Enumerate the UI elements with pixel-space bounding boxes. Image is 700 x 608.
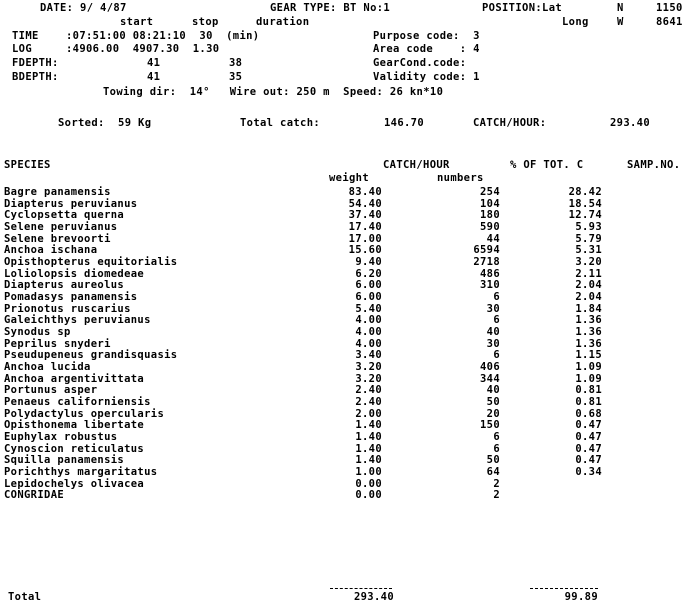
species-pct: 0.47 [575,443,602,455]
species-numbers: 64 [486,466,500,478]
species-pct: 1.15 [575,349,602,361]
species-weight: 54.40 [348,198,382,210]
species-numbers: 6 [493,443,500,455]
species-pct: 1.09 [575,373,602,385]
bdepth-start: 41 [147,71,161,83]
species-name: Synodus sp [4,326,71,338]
species-weight: 6.00 [355,279,382,291]
species-weight: 4.00 [355,314,382,326]
long-label: Long [562,16,589,28]
species-numbers: 406 [479,361,500,373]
species-weight: 4.00 [355,326,382,338]
bdepth-stop: 35 [229,71,243,83]
species-name: CONGRIDAE [4,489,65,501]
species-numbers: 6 [493,431,500,443]
species-name: Opisthonema libertate [4,419,145,431]
species-numbers: 590 [479,221,500,233]
species-weight: 17.00 [348,233,382,245]
fdepth-start: 41 [147,57,161,69]
species-pct: 1.09 [575,361,602,373]
species-numbers: 6 [493,291,500,303]
species-weight: 15.60 [348,244,382,256]
species-pct: 2.04 [575,279,602,291]
species-pct: 0.81 [575,396,602,408]
species-weight: 6.20 [355,268,382,280]
species-weight: 83.40 [348,186,382,198]
species-weight: 3.20 [355,361,382,373]
species-name: Loliolopsis diomedeae [4,268,145,280]
species-pct: 0.47 [575,454,602,466]
species-weight: 1.40 [355,431,382,443]
species-name: Anchoa lucida [4,361,91,373]
species-numbers: 40 [486,384,500,396]
time-label: TIME [12,30,39,42]
species-name: Opisthopterus equitorialis [4,256,178,268]
validity-code: Validity code: 1 [373,71,480,83]
total-weight: 293.40 [353,591,394,603]
species-weight: 2.40 [355,384,382,396]
position-label: POSITION:Lat [482,2,563,14]
towing-info: Towing dir: 14° Wire out: 250 m Speed: 26 kn*10 [103,86,444,98]
total-label: Total [8,591,42,603]
species-numbers: 310 [479,279,500,291]
species-name: Diapterus aureolus [4,279,125,291]
species-name: Selene peruvianus [4,221,118,233]
catch-hour-label: CATCH/HOUR: [473,117,547,129]
fdepth-label: FDEPTH: [12,57,59,69]
species-pct: 1.36 [575,326,602,338]
species-name: Bagre panamensis [4,186,111,198]
species-weight: 3.20 [355,373,382,385]
species-pct: 0.81 [575,384,602,396]
samp-no-header: SAMP.NO. [627,159,681,171]
time-values: :07:51:00 08:21:10 30 (min) [66,30,260,42]
species-numbers: 50 [486,454,500,466]
date: DATE: 9/ 4/87 [40,2,127,14]
gearcond-code: GearCond.code: [373,57,467,69]
species-numbers: 30 [486,338,500,350]
species-pct: 0.47 [575,419,602,431]
species-pct: 0.47 [575,431,602,443]
species-name: Euphylax robustus [4,431,118,443]
col-start: start [120,16,154,28]
species-weight: 9.40 [355,256,382,268]
species-numbers: 180 [479,209,500,221]
pct-total-rule [530,588,598,589]
fdepth-stop: 38 [229,57,243,69]
catch-hour-value: 293.40 [610,117,651,129]
long-direction: W [617,16,624,28]
species-name: Portunus asper [4,384,98,396]
species-pct: 5.79 [575,233,602,245]
species-weight: 1.40 [355,454,382,466]
catch-hour-header: CATCH/HOUR [383,159,450,171]
total-catch-value: 146.70 [384,117,425,129]
species-numbers: 2 [493,478,500,490]
species-pct: 0.68 [575,408,602,420]
lat-value: 1150 [656,2,683,14]
species-numbers: 40 [486,326,500,338]
species-name: Pomadasys panamensis [4,291,138,303]
species-numbers: 104 [479,198,500,210]
species-weight: 17.40 [348,221,382,233]
species-weight: 2.40 [355,396,382,408]
species-numbers: 344 [479,373,500,385]
species-pct: 3.20 [575,256,602,268]
species-name: Galeichthys peruvianus [4,314,151,326]
species-pct: 0.34 [575,466,602,478]
gear-type: GEAR TYPE: BT No:1 [270,2,391,14]
species-pct: 5.93 [575,221,602,233]
species-pct: 18.54 [568,198,602,210]
species-pct: 5.31 [575,244,602,256]
total-catch-label: Total catch: [240,117,321,129]
species-numbers: 50 [486,396,500,408]
total-pct: 99.89 [564,591,598,603]
species-weight: 37.40 [348,209,382,221]
species-weight: 6.00 [355,291,382,303]
species-numbers: 6594 [473,244,500,256]
long-value: 8641 [656,16,683,28]
species-name: Anchoa argentivittata [4,373,145,385]
col-stop: stop [192,16,219,28]
species-numbers: 44 [486,233,500,245]
species-name: Porichthys margaritatus [4,466,158,478]
species-pct: 2.04 [575,291,602,303]
species-name: Prionotus ruscarius [4,303,131,315]
species-weight: 1.40 [355,443,382,455]
species-numbers: 6 [493,349,500,361]
species-name: Cynoscion reticulatus [4,443,145,455]
log-values: :4906.00 4907.30 1.30 [66,43,220,55]
area-code: Area code : 4 [373,43,480,55]
species-pct: 12.74 [568,209,602,221]
weight-header: weight [329,172,370,184]
species-name: Polydactylus opercularis [4,408,165,420]
purpose-code: Purpose code: 3 [373,30,480,42]
log-label: LOG [12,43,33,55]
species-numbers: 254 [479,186,500,198]
species-weight: 2.00 [355,408,382,420]
species-pct: 28.42 [568,186,602,198]
species-numbers: 2718 [473,256,500,268]
bdepth-label: BDEPTH: [12,71,59,83]
species-weight: 0.00 [355,489,382,501]
species-header: SPECIES [4,159,51,171]
species-pct: 1.84 [575,303,602,315]
species-name: Lepidochelys olivacea [4,478,145,490]
species-name: Squilla panamensis [4,454,125,466]
lat-direction: N [617,2,624,14]
species-numbers: 30 [486,303,500,315]
species-name: Peprilus snyderi [4,338,111,350]
species-name: Diapterus peruvianus [4,198,138,210]
species-numbers: 6 [493,314,500,326]
species-numbers: 20 [486,408,500,420]
species-pct: 1.36 [575,338,602,350]
species-name: Selene brevoorti [4,233,111,245]
species-weight: 1.00 [355,466,382,478]
species-weight: 3.40 [355,349,382,361]
pct-tot-header: % OF TOT. C [510,159,584,171]
species-name: Anchoa ischana [4,244,98,256]
species-numbers: 486 [479,268,500,280]
species-pct: 2.11 [575,268,602,280]
species-pct: 1.36 [575,314,602,326]
species-name: Penaeus californiensis [4,396,151,408]
numbers-header: numbers [437,172,484,184]
species-weight: 1.40 [355,419,382,431]
species-weight: 5.40 [355,303,382,315]
species-name: Pseudupeneus grandisquasis [4,349,178,361]
species-numbers: 2 [493,489,500,501]
species-name: Cyclopsetta querna [4,209,125,221]
weight-total-rule [330,588,392,589]
species-weight: 0.00 [355,478,382,490]
species-numbers: 150 [479,419,500,431]
col-duration: duration [256,16,310,28]
sorted-weight: Sorted: 59 Kg [58,117,152,129]
species-weight: 4.00 [355,338,382,350]
